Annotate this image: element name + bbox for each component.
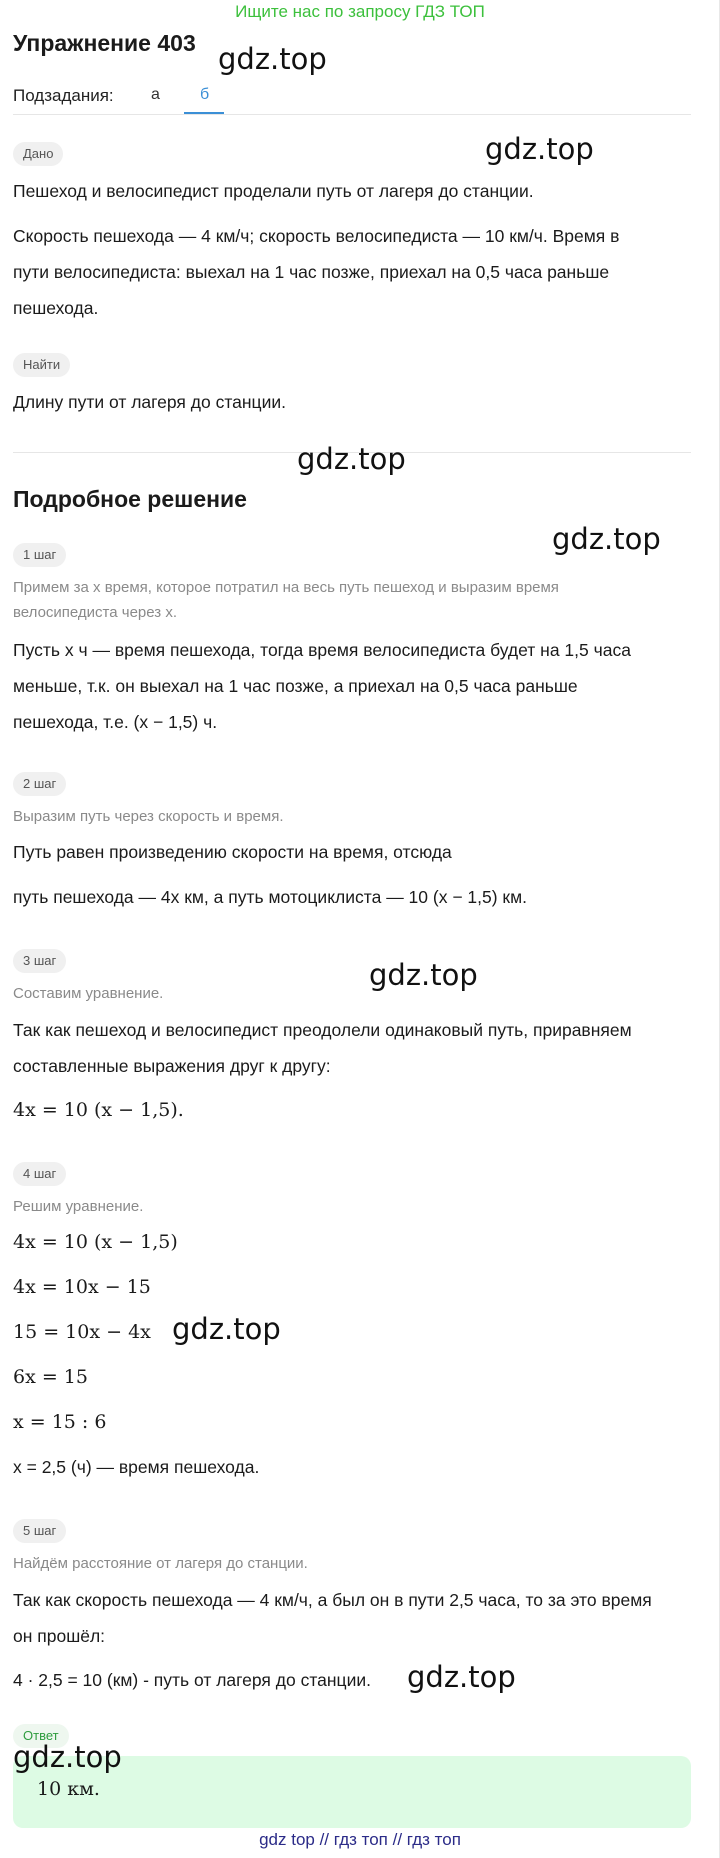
tabs-divider: [13, 114, 691, 115]
watermark: gdz.top: [297, 442, 406, 476]
step-5-line-2: он прошёл:: [13, 1626, 106, 1646]
step-5-line-1: Так как скорость пешехода — 4 км/ч, а был он в пути 2,5 часа, то за это время: [13, 1590, 652, 1610]
answer-badge: Ответ: [13, 1724, 69, 1748]
given-badge: Дано: [13, 142, 63, 166]
step-3-badge: 3 шаг: [13, 949, 66, 973]
footer-links[interactable]: gdz top // гдз топ // гдз топ: [259, 1830, 461, 1849]
step-1-hint-2: велосипедиста через x.: [13, 604, 177, 621]
step-4-hint: Решим уравнение.: [13, 1198, 144, 1215]
watermark: gdz.top: [485, 132, 594, 166]
step-5-line-3: 4 · 2,5 = 10 (км) - путь от лагеря до станции.: [13, 1670, 371, 1690]
step-4-eq-3: 15 = 10x − 4x: [13, 1321, 151, 1343]
watermark: gdz.top: [13, 1740, 122, 1774]
find-badge: Найти: [13, 353, 70, 377]
step-1-line-2: меньше, т.к. он выехал на 1 час позже, а приехал на 0,5 часа раньше: [13, 676, 578, 696]
solution-title: Подробное решение: [13, 486, 247, 512]
step-4-eq-1: 4x = 10 (x − 1,5): [13, 1231, 178, 1253]
step-4-eq-5: x = 15 : 6: [13, 1411, 107, 1433]
step-2-badge: 2 шаг: [13, 772, 66, 796]
watermark: gdz.top: [172, 1312, 281, 1346]
watermark: gdz.top: [407, 1660, 516, 1694]
step-3-hint: Составим уравнение.: [13, 985, 164, 1002]
watermark: gdz.top: [369, 958, 478, 992]
step-4-eq-2: 4x = 10x − 15: [13, 1276, 151, 1298]
step-4-badge: 4 шаг: [13, 1162, 66, 1186]
step-3-line-1: Так как пешеход и велосипедист преодолели одинаковый путь, приравняем: [13, 1020, 632, 1040]
step-1-line-1: Пусть x ч — время пешехода, тогда время велосипедиста будет на 1,5 часа: [13, 640, 631, 660]
tab-b[interactable]: б: [200, 86, 210, 103]
subtasks-label: Подзадания:: [13, 86, 114, 105]
step-1-line-3: пешехода, т.е. (x − 1,5) ч.: [13, 712, 218, 732]
given-line-3: пути велосипедиста: выехал на 1 час позже, приехал на 0,5 часа раньше: [13, 262, 610, 282]
page-title: Упражнение 403: [13, 30, 196, 56]
step-1-hint-1: Примем за x время, которое потратил на весь путь пешеход и выразим время: [13, 579, 559, 596]
given-line-1: Пешеход и велосипедист проделали путь от лагеря до станции.: [13, 181, 534, 201]
answer-text: 10 км.: [37, 1778, 100, 1800]
step-3-line-2: составленные выражения друг к другу:: [13, 1056, 331, 1076]
given-line-4: пешехода.: [13, 298, 99, 318]
given-line-2-text: Скорость пешехода — 4 км/ч; скорость велосипедиста — 10 км/ч. Время в: [13, 226, 620, 246]
step-4-eq-4: 6x = 15: [13, 1366, 88, 1388]
given-line-2: [13, 218, 693, 254]
step-5-hint: Найдём расстояние от лагеря до станции.: [13, 1555, 308, 1572]
find-text: Длину пути от лагеря до станции.: [13, 392, 286, 412]
step-4-eq-6: x = 2,5 (ч) — время пешехода.: [13, 1457, 260, 1477]
step-2-hint: Выразим путь через скорость и время.: [13, 808, 284, 825]
tab-a[interactable]: а: [151, 86, 160, 103]
step-5-badge: 5 шаг: [13, 1519, 66, 1543]
step-2-line-2: путь пешехода — 4x км, а путь мотоциклиста — 10 (x − 1,5) км.: [13, 887, 527, 907]
step-1-badge: 1 шаг: [13, 543, 66, 567]
step-2-line-1: Путь равен произведению скорости на время, отсюда: [13, 842, 452, 862]
watermark: gdz.top: [552, 522, 661, 556]
search-banner[interactable]: Ищите нас по запросу ГДЗ ТОП: [235, 2, 485, 21]
watermark: gdz.top: [218, 42, 327, 76]
step-3-equation: 4x = 10 (x − 1,5).: [13, 1099, 184, 1121]
